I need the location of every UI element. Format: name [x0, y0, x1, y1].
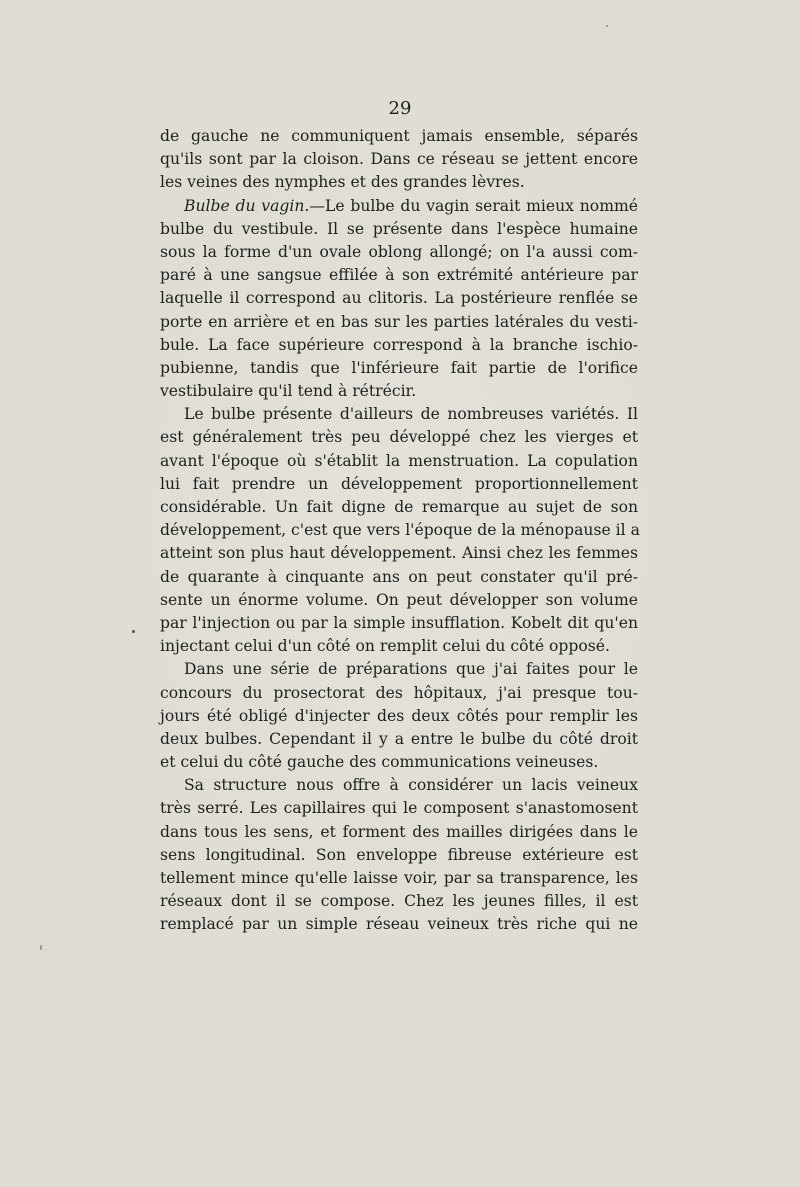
text-line: réseaux dont il se compose. Chez les jeunes filles, il est	[160, 892, 638, 911]
text-line: très serré. Les capillaires qui le composent s'anastomosent	[160, 799, 638, 818]
text-line: qu'ils sont par la cloison. Dans ce réseau se jettent encore	[160, 150, 638, 169]
text-line: porte en arrière et en bas sur les parties latérales du vesti-	[160, 312, 638, 331]
text-line: développement, c'est que vers l'époque de la ménopause il a	[160, 521, 640, 540]
text-line: sente un énorme volume. On peut développer son volume	[160, 590, 638, 609]
text-line: lui fait prendre un développement proportionnellement	[160, 474, 638, 493]
text-line: Le bulbe présente d'ailleurs de nombreuses variétés. Il	[184, 405, 638, 424]
text-line: paré à une sangsue effilée à son extrémité antérieure par	[160, 266, 638, 285]
text-line: Sa structure nous offre à considérer un lacis veineux	[184, 776, 638, 795]
paper-speck	[40, 945, 42, 950]
section-heading: Bulbe du vagin.	[184, 196, 310, 215]
page-number: 29	[388, 98, 412, 119]
text-line: Dans une série de préparations que j'ai faites pour le	[184, 660, 638, 679]
text-line: injectant celui d'un côté on remplit celui du côté opposé.	[160, 637, 610, 656]
text-line: sous la forme d'un ovale oblong allongé; on l'a aussi com-	[160, 242, 638, 261]
text-line: deux bulbes. Cependant il y a entre le bulbe du côté droit	[160, 729, 638, 748]
text-fragment: —Le bulbe du vagin serait mieux nommé	[309, 196, 638, 215]
text-line: bule. La face supérieure correspond à la branche ischio-	[160, 335, 638, 354]
text-line: remplacé par un simple réseau veineux très riche qui ne	[160, 915, 638, 934]
text-line: par l'injection ou par la simple insufflation. Kobelt dit qu'en	[160, 613, 638, 632]
text-line: laquelle il correspond au clitoris. La postérieure renflée se	[160, 289, 638, 308]
text-line: est généralement très peu développé chez les vierges et	[160, 428, 638, 447]
body-text	[160, 125, 638, 937]
paper-speck	[132, 630, 135, 633]
text-line: tellement mince qu'elle laisse voir, par sa transparence, les	[160, 869, 638, 887]
text-line: atteint son plus haut développement. Ainsi chez les femmes	[160, 544, 638, 563]
text-line: de quarante à cinquante ans on peut constater qu'il pré-	[160, 567, 638, 586]
text-line: vestibulaire qu'il tend à rétrécir.	[160, 382, 417, 401]
text-line: dans tous les sens, et forment des mailles dirigées dans le	[160, 822, 638, 841]
text-line	[160, 195, 638, 218]
text-line: considérable. Un fait digne de remarque au sujet de son	[160, 498, 638, 516]
text-line: et celui du côté gauche des communications veineuses.	[160, 753, 599, 772]
text-line: jours été obligé d'injecter des deux côtés pour remplir les	[160, 706, 638, 725]
text-line: pubienne, tandis que l'inférieure fait partie de l'orifice	[160, 358, 638, 377]
text-line: les veines des nymphes et des grandes lèvres.	[160, 173, 525, 192]
text-line: de gauche ne communiquent jamais ensemble, séparés	[160, 127, 638, 145]
text-line: bulbe du vestibule. Il se présente dans l'espèce humaine	[160, 219, 638, 238]
paper-speck	[606, 25, 608, 27]
text-line: sens longitudinal. Son enveloppe fibreuse extérieure est	[160, 845, 638, 864]
text-line: avant l'époque où s'établit la menstruation. La copulation	[160, 451, 638, 470]
text-line: concours du prosectorat des hôpitaux, j'ai presque tou-	[160, 683, 638, 702]
